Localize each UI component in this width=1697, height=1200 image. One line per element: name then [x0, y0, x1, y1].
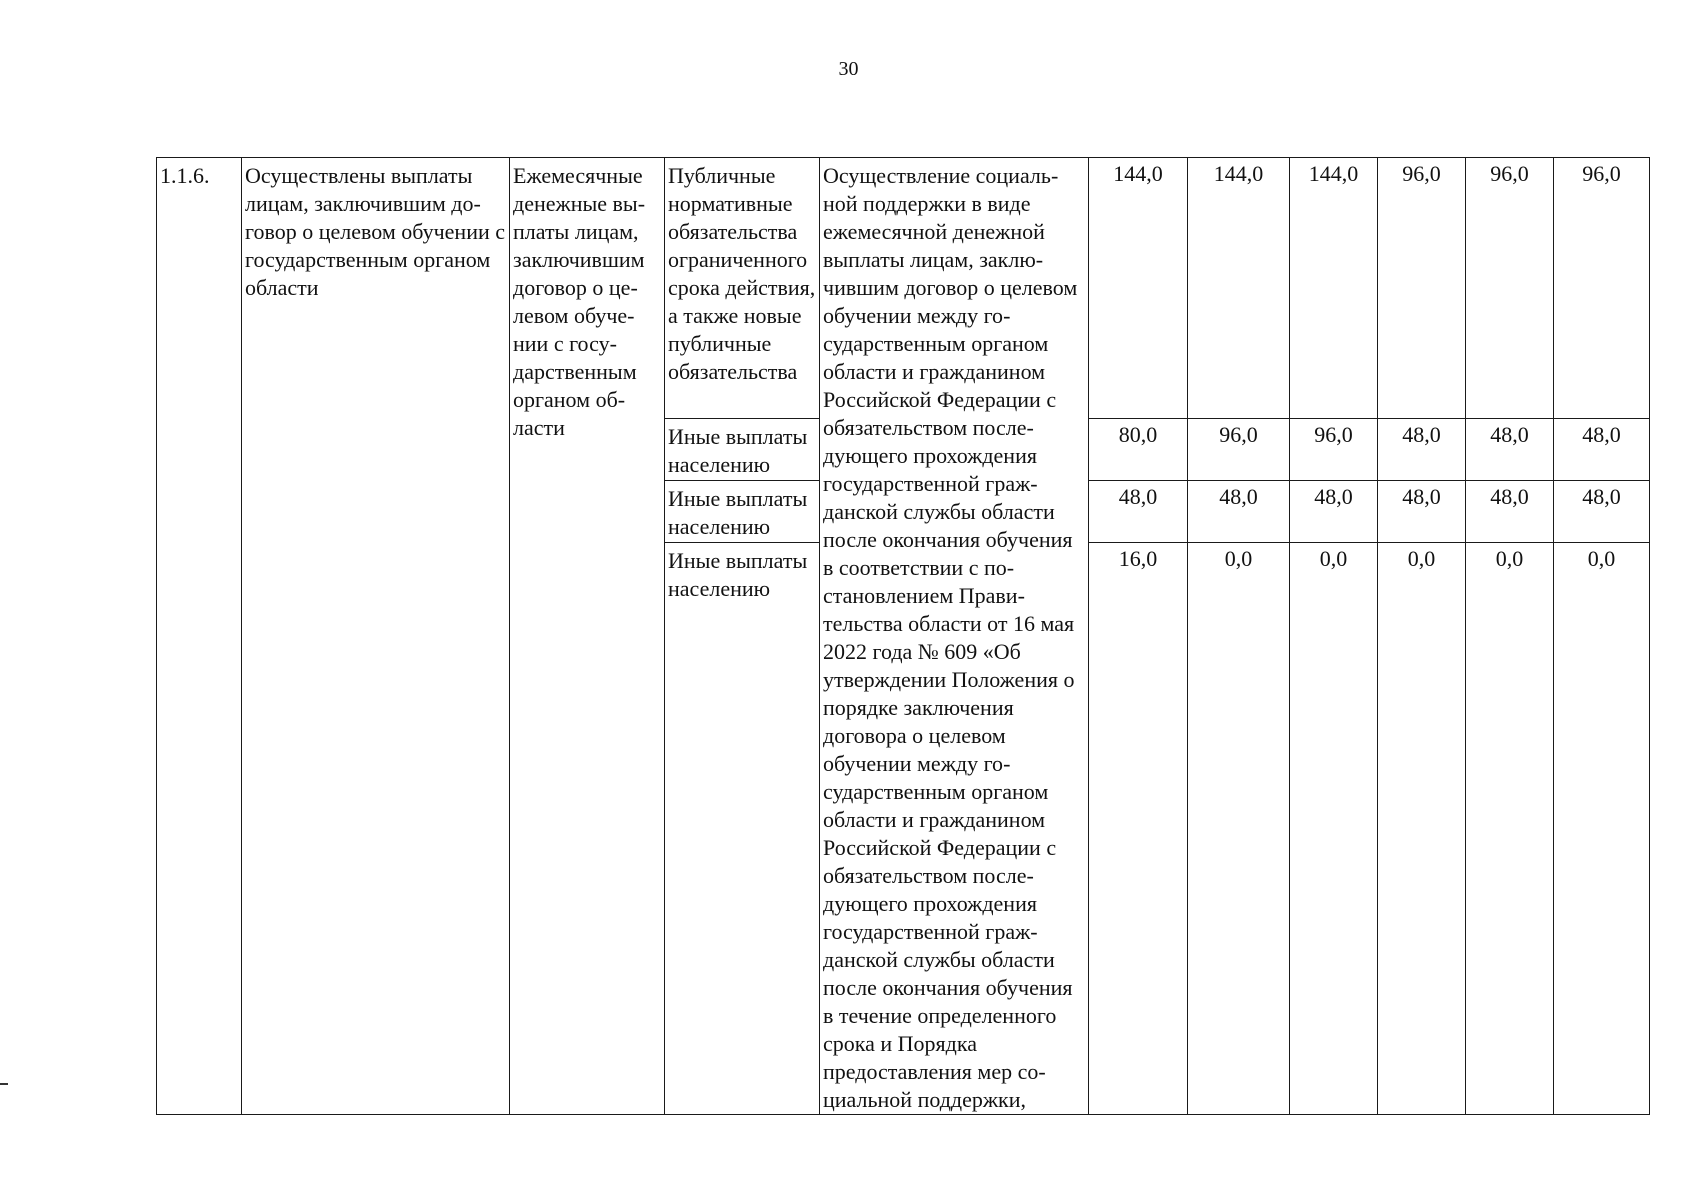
scan-edge-mark [0, 1083, 8, 1085]
value-cell: 0,0 [1188, 543, 1290, 1115]
value-cell: 96,0 [1188, 418, 1290, 480]
value-cell: 48,0 [1188, 481, 1290, 543]
value-cell: 48,0 [1466, 481, 1554, 543]
value-cell: 96,0 [1554, 158, 1650, 419]
value-cell: 0,0 [1378, 543, 1466, 1115]
value-cell: 96,0 [1466, 158, 1554, 419]
value-cell: 48,0 [1554, 418, 1650, 480]
description-cell [820, 158, 1089, 1115]
description-text: Осуществление социальной поддержки в виде ежемесячной денежной выплаты лицам, заключившим договор о целевом обучении между государственным органом области и гражданином Российской Федерации с обязательством последующего прохождения государственной гражданской службы области после окончания обучения в соответствии с постановлением Правительства области от 16 мая 2022 года № 609 «Об утверждении Положения о порядке заключения договора о целевом обучении между государственным органом области и гражданином Российской Федерации с обязательством последующего прохождения государственной гражданской службы области после окончания обучения в течение определенного срока и Порядка предоставления мер социальной поддержки, [823, 163, 1078, 1112]
expense-type-cell: Иные выплаты населению [665, 418, 820, 480]
value-cell: 48,0 [1378, 418, 1466, 480]
value-cell: 16,0 [1089, 543, 1188, 1115]
expense-type-cell: Публичные нормативные обязательства ограниченного срока действия, а также новые публичные обязательства [665, 158, 820, 419]
value-cell: 0,0 [1466, 543, 1554, 1115]
expense-type-cell: Иные выплаты населению [665, 543, 820, 1115]
row-code-cell: 1.1.6. [157, 158, 242, 1115]
value-cell: 80,0 [1089, 418, 1188, 480]
value-cell: 144,0 [1089, 158, 1188, 419]
value-cell: 96,0 [1290, 418, 1378, 480]
value-cell: 96,0 [1378, 158, 1466, 419]
value-cell: 144,0 [1290, 158, 1378, 419]
page-number: 30 [838, 58, 859, 80]
value-cell: 48,0 [1466, 418, 1554, 480]
program-measures-table [156, 157, 1650, 1115]
expense-type-cell: Иные выплаты населению [665, 481, 820, 543]
value-cell: 48,0 [1089, 481, 1188, 543]
value-cell: 48,0 [1290, 481, 1378, 543]
value-cell: 0,0 [1290, 543, 1378, 1115]
result-cell: Осуществлены выплаты лицам, заключившим договор о целевом обучении с государственным органом области [242, 158, 510, 1115]
table-row [157, 158, 1650, 419]
value-cell: 48,0 [1378, 481, 1466, 543]
measure-cell: Ежемесячные денежные выплаты лицам, заключившим договор о целевом обучении с государственным органом области [510, 158, 665, 1115]
value-cell: 144,0 [1188, 158, 1290, 419]
value-cell: 0,0 [1554, 543, 1650, 1115]
value-cell: 48,0 [1554, 481, 1650, 543]
